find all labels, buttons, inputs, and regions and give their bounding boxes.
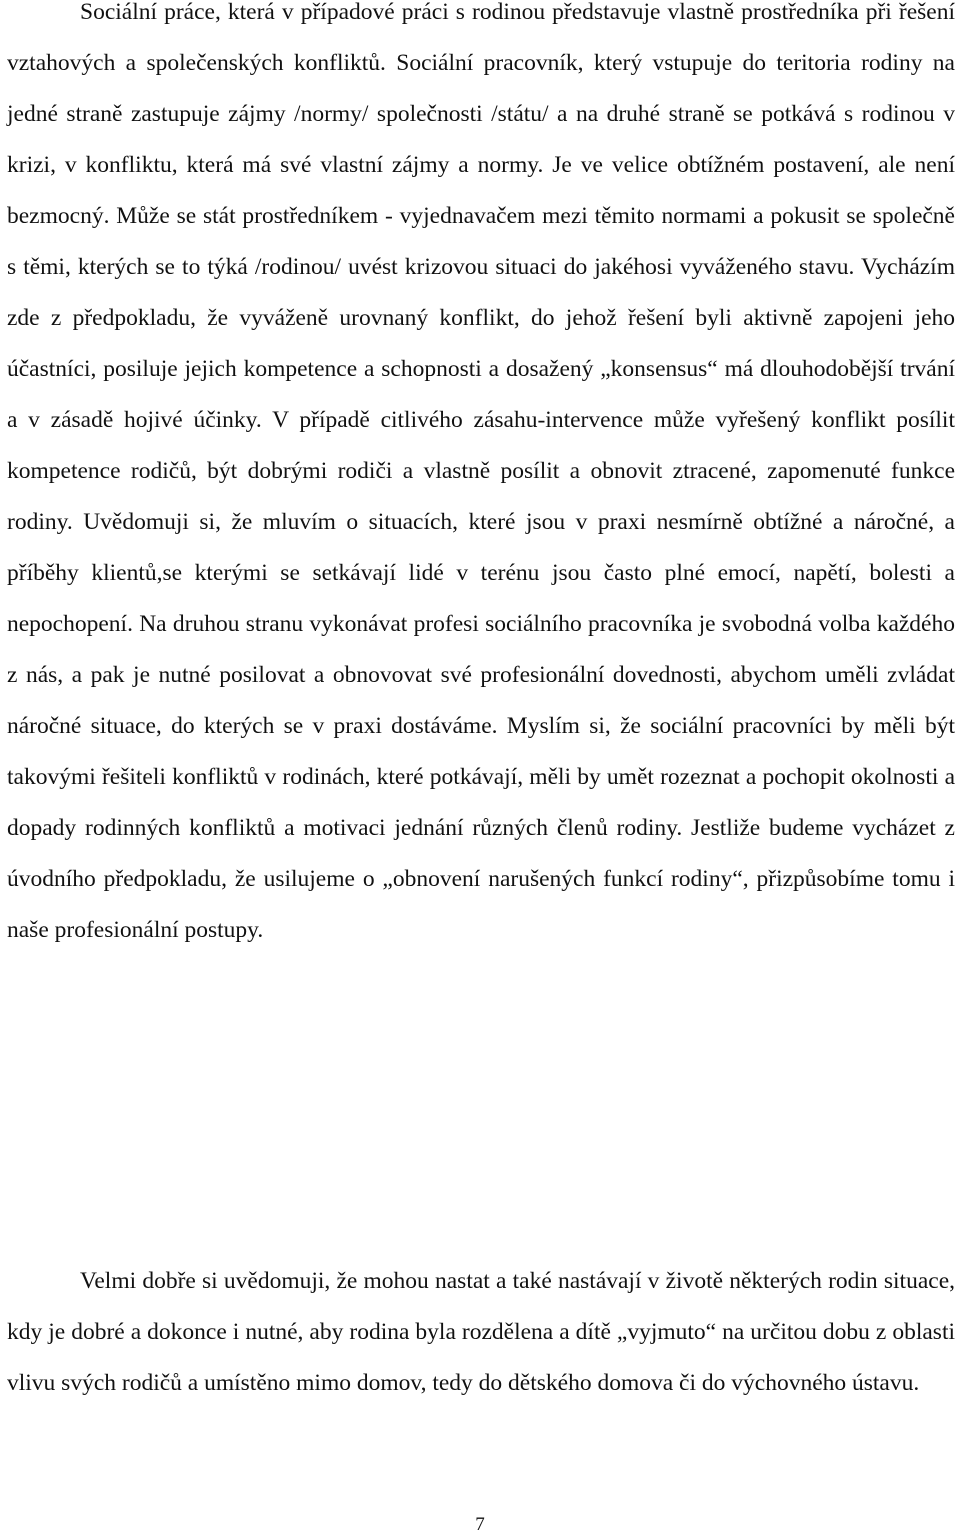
page-number: 7 bbox=[475, 1514, 485, 1535]
body-paragraph-2: Velmi dobře si uvědomuji, že mohou nastat a také nastávají v životě některých rodin situace, kdy je dobré a dokonce i nutné, aby rodina byla rozdělena a dítě „vyjmuto“ na určitou dobu z oblasti vlivu svých rodičů a umístěno mimo domov, tedy do dětského domova či do výchovného ústavu. bbox=[7, 1268, 955, 1396]
body-paragraph-1: Sociální práce, která v případové práci s rodinou představuje vlastně prostředníka při řešení vztahových a společenských konfliktů. Sociální pracovník, který vstupuje do teritoria rodiny na jedné straně zastupuje zájmy /normy/ společnosti /státu/ a na druhé straně se potkává s rodinou v krizi, v konfliktu, která má své vlastní zájmy a normy. Je ve velice obtížném postavení, ale není bezmocný. Může se stát prostředníkem - vyjednavačem mezi těmito normami a pokusit se společně s těmi, kterých se to týká /rodinou/ uvést krizovou situaci do jakéhosi vyváženého stavu. Vycházím zde z předpokladu, že vyváženě urovnaný konflikt, do jehož řešení byli aktivně zapojeni jeho účastníci, posiluje jejich kompetence a schopnosti a dosažený „konsensus“ má dlouhodobější trvání a v zásadě hojivé účinky. V případě citlivého zásahu-intervence může vyřešený konflikt posílit kompetence rodičů, být dobrými rodiči a vlastně posílit a obnovit ztracené, zapomenuté funkce rodiny. Uvědomuji si, že mluvím o situacích, které jsou v praxi nesmírně obtížné a náročné, a příběhy klientů,se kterými se setkávají lidé v terénu jsou často plné emocí, napětí, bolesti a nepochopení. Na druhou stranu vykonávat profesi sociálního pracovníka je svobodná volba každého z nás, a pak je nutné posilovat a obnovovat své profesionální dovednosti, abychom uměli zvládat náročné situace, do kterých se v praxi dostáváme. Myslím si, že sociální pracovníci by měli být takovými řešiteli konfliktů v rodinách, které potkávají, měli by umět rozeznat a pochopit okolnosti a dopady rodinných konfliktů a motivaci jednání různých členů rodiny. Jestliže budeme vycházet z úvodního předpokladu, že usilujeme o „obnovení narušených funkcí rodiny“, přizpůsobíme tomu i naše profesionální postupy. bbox=[7, 0, 955, 943]
